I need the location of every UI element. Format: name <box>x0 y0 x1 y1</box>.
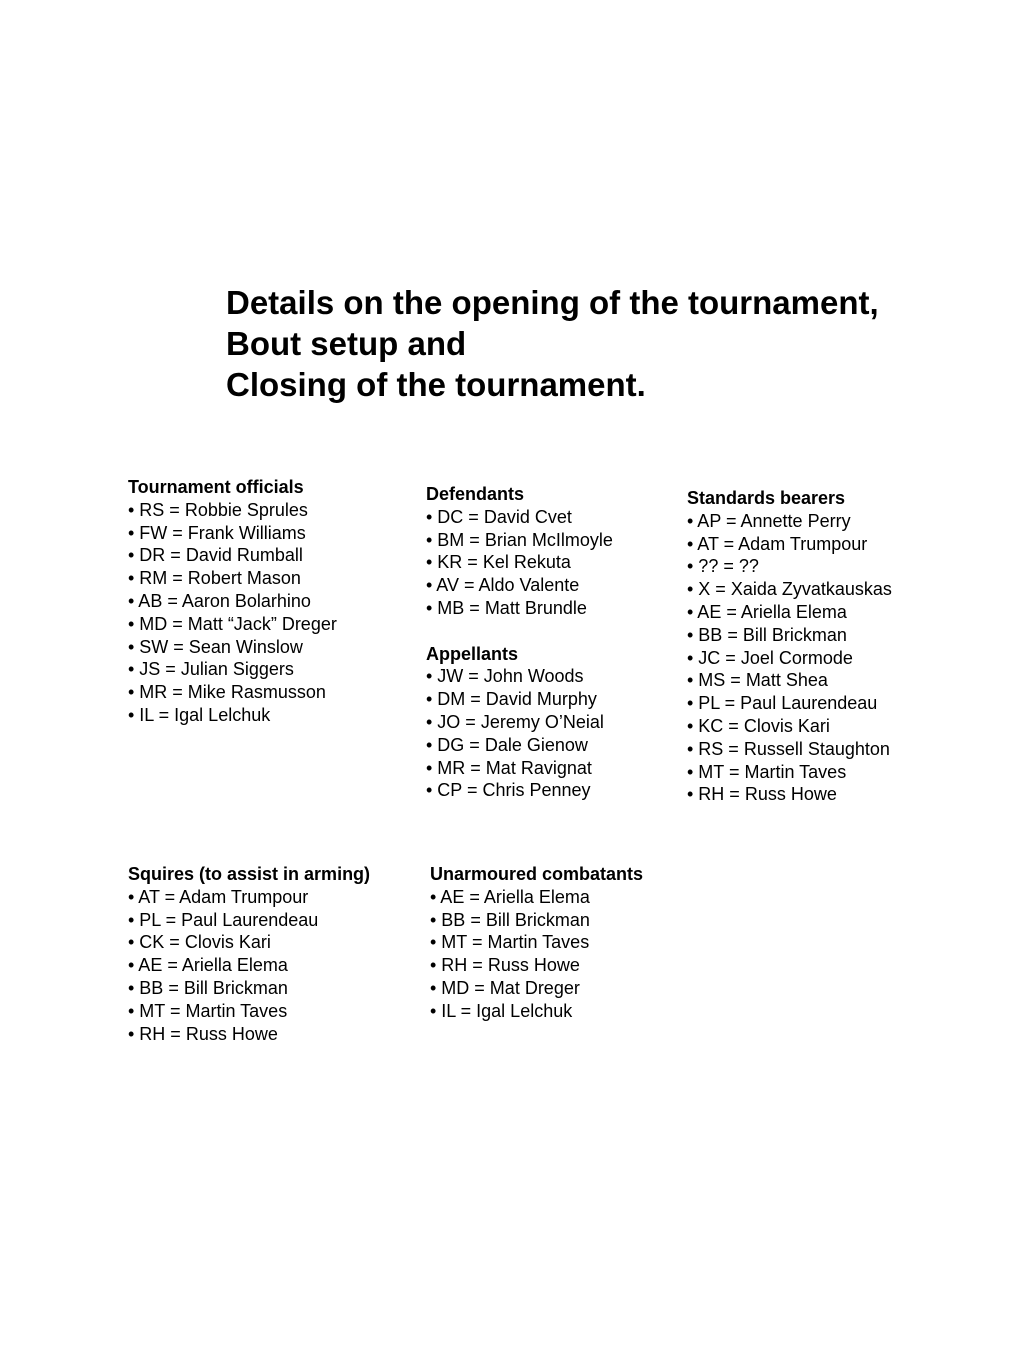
list-item: • JO = Jeremy O’Neial <box>426 711 604 732</box>
list-item: • RS = Russell Staughton <box>687 738 890 759</box>
list-item: • BB = Bill Brickman <box>430 909 590 930</box>
list-item: • RS = Robbie Sprules <box>128 499 308 520</box>
list-item: • BM = Brian McIlmoyle <box>426 529 613 550</box>
list-item: • BB = Bill Brickman <box>687 624 847 645</box>
standards-bearers-list <box>687 510 892 806</box>
list-item: • MD = Matt “Jack” Dreger <box>128 613 337 634</box>
title-line-2: Bout setup and <box>226 325 467 362</box>
standards-bearers-section <box>687 487 892 806</box>
title-line-1: Details on the opening of the tournament, <box>226 284 879 321</box>
unarmoured-combatants-section <box>430 863 643 1023</box>
tournament-officials-list <box>128 499 337 727</box>
list-item: • RH = Russ Howe <box>128 1023 278 1044</box>
list-item: • FW = Frank Williams <box>128 522 306 543</box>
defendants-appellants-section <box>426 483 613 802</box>
list-item: • AB = Aaron Bolarhino <box>128 590 311 611</box>
list-item: • BB = Bill Brickman <box>128 977 288 998</box>
list-item: • MB = Matt Brundle <box>426 597 587 618</box>
squires-list <box>128 886 370 1046</box>
list-item: • AT = Adam Trumpour <box>128 886 309 907</box>
list-item: • MT = Martin Taves <box>128 1000 288 1021</box>
tournament-officials-section <box>128 476 337 727</box>
list-item: • AE = Ariella Elema <box>687 601 847 622</box>
list-item: • IL = Igal Lelchuk <box>430 1000 573 1021</box>
list-item: • DC = David Cvet <box>426 506 572 527</box>
list-item: • AV = Aldo Valente <box>426 575 580 596</box>
list-item: • AP = Annette Perry <box>687 510 851 531</box>
list-item: • MD = Mat Dreger <box>430 977 580 998</box>
list-item: • MR = Mat Ravignat <box>426 757 592 778</box>
unarmoured-combatants-list <box>430 886 643 1023</box>
list-item: • AE = Ariella Elema <box>128 955 288 976</box>
list-item: • KR = Kel Rekuta <box>426 552 571 573</box>
list-item: • PL = Paul Laurendeau <box>687 693 878 714</box>
list-item: • MR = Mike Rasmusson <box>128 682 326 703</box>
list-item: • RH = Russ Howe <box>430 955 580 976</box>
document-title <box>226 282 879 405</box>
list-item: • JS = Julian Siggers <box>128 659 294 680</box>
list-item: • IL = Igal Lelchuk <box>128 704 271 725</box>
defendants-list <box>426 506 613 620</box>
list-item: • RM = Robert Mason <box>128 568 301 589</box>
list-item: • CK = Clovis Kari <box>128 932 271 953</box>
list-item: • PL = Paul Laurendeau <box>128 909 319 930</box>
list-item: • MT = Martin Taves <box>430 932 590 953</box>
appellants-list <box>426 665 613 802</box>
list-item: • KC = Clovis Kari <box>687 715 830 736</box>
list-item: • SW = Sean Winslow <box>128 636 303 657</box>
list-item: • JC = Joel Cormode <box>687 647 853 668</box>
list-item: • RH = Russ Howe <box>687 784 837 805</box>
list-item: • JW = John Woods <box>426 666 584 687</box>
list-item: • ?? = ?? <box>687 556 759 577</box>
list-item: • MT = Martin Taves <box>687 761 847 782</box>
list-item: • DR = David Rumball <box>128 545 303 566</box>
list-item: • DM = David Murphy <box>426 689 597 710</box>
title-line-3: Closing of the tournament. <box>226 366 646 403</box>
tournament-officials-heading: Tournament officials <box>128 477 304 497</box>
list-item: • DG = Dale Gienow <box>426 734 588 755</box>
standards-bearers-heading: Standards bearers <box>687 488 846 508</box>
appellants-heading: Appellants <box>426 643 519 664</box>
list-item: • AE = Ariella Elema <box>430 886 590 907</box>
list-item: • CP = Chris Penney <box>426 780 591 801</box>
squires-section <box>128 863 370 1045</box>
list-item: • MS = Matt Shea <box>687 670 828 691</box>
list-item: • X = Xaida Zyvatkauskas <box>687 579 892 600</box>
squires-heading: Squires (to assist in arming) <box>128 864 371 884</box>
unarmoured-combatants-heading: Unarmoured combatants <box>430 864 644 884</box>
defendants-heading: Defendants <box>426 484 525 504</box>
list-item: • AT = Adam Trumpour <box>687 533 868 554</box>
